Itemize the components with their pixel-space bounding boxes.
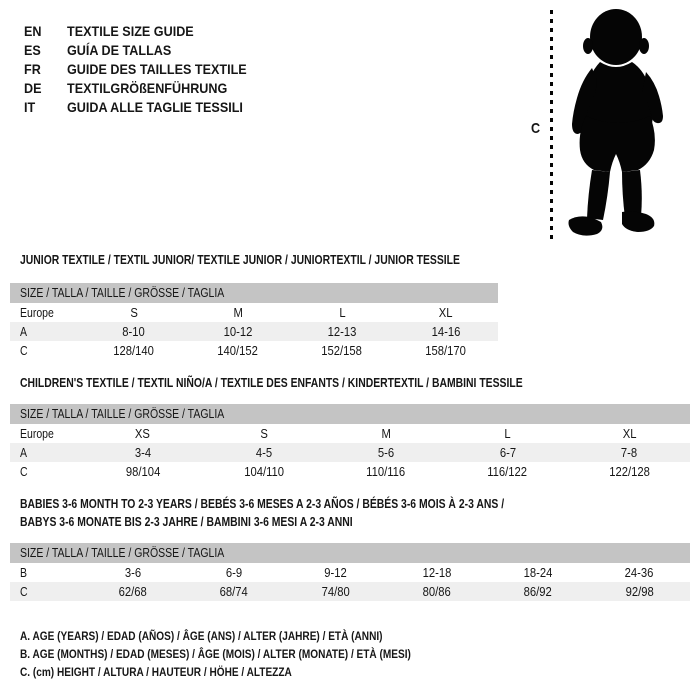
row-label [10,566,82,580]
cell-text: 140/152 [217,343,259,358]
table-cell [394,344,498,358]
table-cell [589,566,690,580]
table-cell [183,585,284,599]
size-header-text: SIZE / TALLA / TAILLE / GRÖSSE / TAGLIA [20,546,225,560]
language-code [24,61,67,77]
row-label [10,344,82,358]
size-table [10,283,498,360]
cell-text: 12-18 [422,565,452,580]
cell-text: L [504,426,511,441]
language-row [24,78,267,97]
footnote [20,627,485,645]
size-header-bar [10,283,498,303]
size-header-text: SIZE / TALLA / TAILLE / GRÖSSE / TAGLIA [20,407,225,421]
table-cell [285,566,386,580]
table-row [10,303,498,322]
language-code [24,80,67,96]
row-label-text: C [20,584,28,599]
height-measure-dashed-line [550,10,553,244]
section-title-line [20,374,648,392]
childrens-textile-section [10,374,690,484]
table-cell [447,446,569,460]
language-list [24,21,267,116]
table-row [10,582,690,601]
language-label [67,99,262,115]
cell-text: XL [622,426,637,441]
cell-text: 7-8 [621,445,638,460]
measure-c-text: C [531,120,541,137]
cell-text: XS [135,426,151,441]
table-rows [10,563,690,601]
language-label-text: TEXTILE SIZE GUIDE [67,22,194,39]
table-cell [285,585,386,599]
footnote-text: B. AGE (MONTHS) / EDAD (MESES) / ÂGE (MOIS) / ALTER (MONATE) / ETÀ (MESI) [20,647,411,661]
size-header-text: SIZE / TALLA / TAILLE / GRÖSSE / TAGLIA [20,286,225,300]
language-code-text: EN [24,22,42,39]
language-label-text: TEXTILGRÖßENFÜHRUNG [67,79,228,96]
table-cell [325,427,447,441]
table-row [10,563,690,582]
cell-text: L [338,305,346,320]
table-cell [447,427,569,441]
footnote-text: C. (cm) HEIGHT / ALTURA / HAUTEUR / HÖHE / ALTEZZA [20,665,292,679]
table-cell [82,465,204,479]
table-cell [183,566,284,580]
table-row [10,341,498,360]
section-title-line [20,495,625,513]
table-cell [487,585,588,599]
cell-text: M [381,426,391,441]
section-title-text: BABYS 3-6 MONATE BIS 2-3 JAHRE / BAMBINI 3-6 MESI A 2-3 ANNI [20,514,353,529]
cell-text: 110/116 [366,464,406,479]
language-code-text: FR [24,60,41,77]
table-cell [82,306,186,320]
cell-text: 104/110 [244,464,285,479]
footnote [20,663,485,681]
table-cell [204,465,326,479]
table-cell [204,446,326,460]
table-cell [394,325,498,339]
section-title-text: JUNIOR TEXTILE / TEXTIL JUNIOR/ TEXTILE JUNIOR / JUNIORTEXTIL / JUNIOR TESSILE [20,252,460,267]
table-cell [204,427,326,441]
table-cell [325,446,447,460]
cell-text: 10-12 [223,324,253,339]
table-cell [589,585,690,599]
table-rows [10,303,498,360]
table-cell [487,566,588,580]
table-cell [568,427,690,441]
cell-text: 9-12 [324,565,347,580]
cell-text: 6-7 [499,445,516,460]
cell-text: 74/80 [321,584,350,599]
babies-textile-section [10,495,690,605]
language-code [24,99,67,115]
section-title [20,251,570,269]
cell-text: 122/128 [608,464,650,479]
row-label [10,585,82,599]
footnote-text: A. AGE (YEARS) / EDAD (AÑOS) / ÂGE (ANS) / ALTER (JAHRE) / ETÀ (ANNI) [20,629,383,643]
cell-text: 18-24 [523,565,553,580]
language-row [24,21,267,40]
cell-text: 14-16 [431,324,461,339]
row-label-text: B [20,565,28,580]
language-label-text: GUIDA ALLE TAGLIE TESSILI [67,98,243,115]
cell-text: 116/122 [487,464,528,479]
language-code [24,23,67,39]
cell-text: XL [439,305,453,320]
language-label [67,80,245,96]
language-label-text: GUÍA DE TALLAS [67,41,172,58]
cell-text: 62/68 [118,584,147,599]
table-cell [82,427,204,441]
table-cell [386,566,487,580]
cell-text: 8-10 [122,324,146,339]
table-cell [82,566,183,580]
row-label [10,325,82,339]
language-label [67,23,208,39]
footnote [20,645,485,663]
cell-text: S [130,305,138,320]
table-cell [568,465,690,479]
cell-text: 80/86 [422,584,451,599]
table-cell [290,325,394,339]
table-cell [325,465,447,479]
cell-text: 68/74 [219,584,249,599]
section-title-text: CHILDREN'S TEXTILE / TEXTIL NIÑO/A / TEXTILE DES ENFANTS / KINDERTEXTIL / BAMBINI TESSILE [20,375,523,390]
language-row [24,40,267,59]
table-cell [290,344,394,358]
row-label [10,465,82,479]
row-label-text: C [20,343,28,358]
cell-text: 3-6 [124,565,141,580]
table-cell [394,306,498,320]
language-code-text: DE [24,79,42,96]
table-cell [186,306,290,320]
section-title [20,495,625,531]
language-row [24,59,267,78]
cell-text: S [260,426,269,441]
junior-textile-section [10,251,498,363]
cell-text: 12-13 [327,324,357,339]
table-cell [186,325,290,339]
cell-text: 158/170 [425,343,467,358]
language-label [67,61,267,77]
language-code [24,42,67,58]
language-row [24,97,267,116]
toddler-silhouette-image [556,6,680,244]
footnotes [20,627,485,681]
table-rows [10,424,690,481]
cell-text: 6-9 [225,565,243,580]
cell-text: M [233,305,243,320]
row-label [10,446,82,460]
row-label [10,427,82,441]
table-cell [82,325,186,339]
cell-text: 92/98 [625,584,654,599]
language-label-text: GUIDE DES TAILLES TEXTILE [67,60,247,77]
table-row [10,424,690,443]
cell-text: 24-36 [624,565,654,580]
table-cell [386,585,487,599]
language-label [67,42,183,58]
language-code-text: ES [24,41,41,58]
measure-c-label [531,120,542,137]
row-label-text: A [20,324,28,339]
table-cell [447,465,569,479]
section-title-text: BABIES 3-6 MONTH TO 2-3 YEARS / BEBÉS 3-6 MESES A 2-3 AÑOS / BÉBÉS 3-6 MOIS À 2-3 ANS / [20,496,505,511]
cell-text: 86/92 [523,584,553,599]
cell-text: 152/158 [321,343,363,358]
row-label-text: C [20,464,28,479]
cell-text: 5-6 [377,445,395,460]
row-label-text: Europe [20,305,54,320]
cell-text: 98/104 [125,464,160,479]
table-row [10,322,498,341]
table-cell [82,585,183,599]
row-label-text: A [20,445,28,460]
table-row [10,462,690,481]
row-label-text: Europe [20,426,54,441]
table-cell [568,446,690,460]
size-header-bar [10,543,690,563]
cell-text: 128/140 [113,343,155,358]
cell-text: 3-4 [134,445,151,460]
language-code-text: IT [24,98,36,115]
size-table [10,404,690,481]
cell-text: 4-5 [256,445,273,460]
table-cell [290,306,394,320]
table-cell [186,344,290,358]
size-header-bar [10,404,690,424]
table-row [10,443,690,462]
row-label [10,306,82,320]
table-cell [82,446,204,460]
section-title-line [20,513,625,531]
section-title-line [20,251,570,269]
section-title [20,374,648,392]
table-cell [82,344,186,358]
size-table [10,543,690,601]
